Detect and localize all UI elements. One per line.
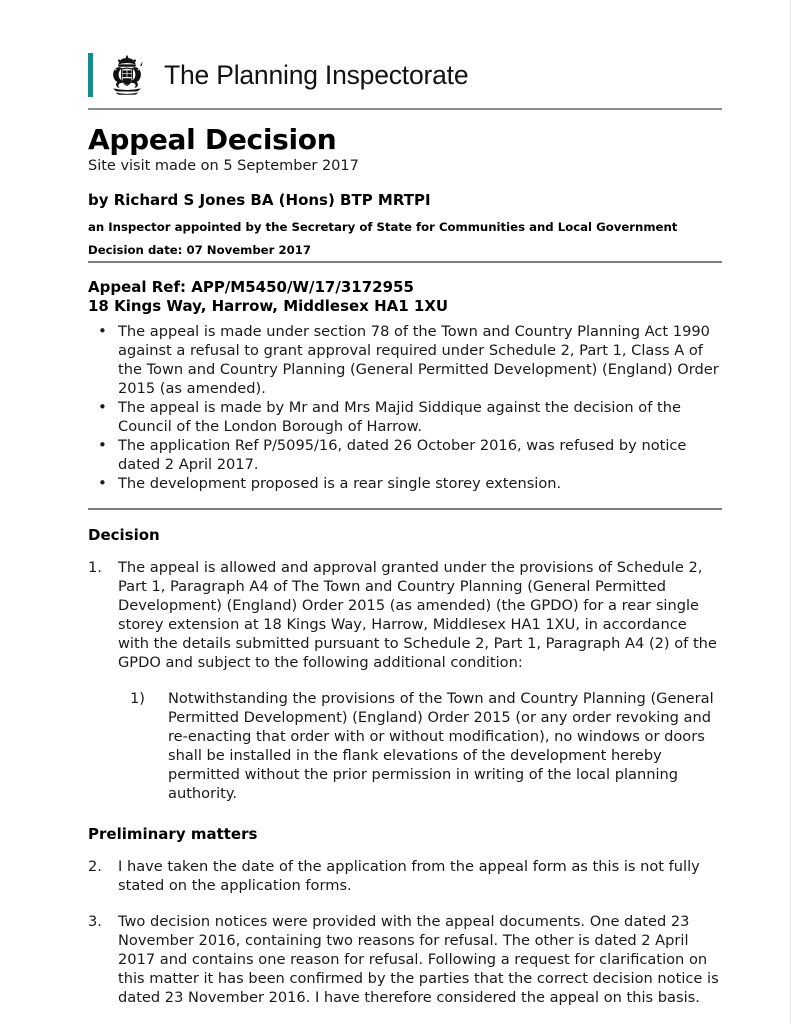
inspector-role: an Inspector appointed by the Secretary of State for Communities and Local Government bbox=[88, 220, 678, 234]
item-number: 2. bbox=[88, 857, 102, 875]
inspector-name: by Richard S Jones BA (Hons) BTP MRTPI bbox=[88, 191, 431, 209]
decision-date: Decision date: 07 November 2017 bbox=[88, 243, 311, 257]
royal-coat-of-arms-icon bbox=[104, 52, 150, 98]
decision-heading: Decision bbox=[88, 525, 160, 544]
condition-text: Notwithstanding the provisions of the Town and Country Planning (General Permitted Development) (England) Order 2015 (or any order revoking and re-enacting that order with or without modification), no windows or doors shall be installed in the flank elevations of the development hereby permitted without the prior permission in writing of the local planning authority. bbox=[168, 689, 714, 802]
list-item: • The development proposed is a rear single storey extension. bbox=[88, 475, 722, 494]
item-number: 1. bbox=[88, 558, 102, 576]
masthead bbox=[88, 0, 722, 108]
list-item bbox=[88, 558, 722, 672]
divider-top bbox=[88, 108, 722, 110]
list-item bbox=[130, 689, 722, 803]
appeal-bullet-list bbox=[88, 323, 722, 494]
preliminary-matters-list bbox=[88, 857, 722, 1007]
decision-list bbox=[88, 558, 722, 672]
list-item bbox=[88, 857, 722, 895]
appeal-ref-block bbox=[88, 278, 722, 318]
appeal-address: 18 Kings Way, Harrow, Middlesex HA1 1XU bbox=[88, 297, 449, 316]
item-number: 3. bbox=[88, 913, 102, 931]
item-text: The appeal is allowed and approval granted under the provisions of Schedule 2, Part 1, Paragraph A4 of The Town and Country Planning (General Permitted Development) (England) Order 2015 (as amended) (the GPDO) for a rear single storey extension at 18 Kings Way, Harrow, Middlesex HA1 1XU, in accordance with the details submitted pursuant to Schedule 2, Part 1, Paragraph A4 (2) of the GPDO and subject to the following additional condition: bbox=[118, 558, 717, 671]
accent-bar bbox=[88, 53, 93, 97]
document-content bbox=[88, 0, 722, 1024]
list-item: • The application Ref P/5095/16, dated 26 October 2016, was refused by notice dated 2 April 2017. bbox=[88, 437, 722, 475]
appeal-ref: Appeal Ref: APP/M5450/W/17/3172955 bbox=[88, 277, 414, 296]
item-text: Two decision notices were provided with the appeal documents. One dated 23 November 2016, containing two reasons for refusal. The other is dated 2 April 2017 and contains one reason for refusal. Following a request for clarification on this matter it has been confirmed by the parties that the correct decision notice is dated 23 November 2016. I have therefore considered the appeal on this basis. bbox=[118, 913, 719, 1007]
list-item bbox=[88, 912, 722, 1007]
page-title: Appeal Decision bbox=[88, 123, 337, 156]
divider-after-date bbox=[88, 261, 722, 263]
item-text: I have taken the date of the application from the appeal form as this is not fully stated on the application forms. bbox=[118, 857, 700, 894]
list-item: • The appeal is made by Mr and Mrs Majid Siddique against the decision of the Council of the London Borough of Harrow. bbox=[88, 399, 722, 437]
condition-number: 1) bbox=[130, 689, 145, 707]
site-visit-date: Site visit made on 5 September 2017 bbox=[88, 158, 359, 174]
divider-before-decision bbox=[88, 508, 722, 510]
list-item: • The appeal is made under section 78 of the Town and Country Planning Act 1990 against a refusal to grant approval required under Schedule 2, Part 1, Class A of the Town and Country Planning (General Permitted Development) (England) Order 2015 (as amended). bbox=[88, 323, 722, 399]
brand-title: The Planning Inspectorate bbox=[164, 59, 469, 90]
conditions-list bbox=[88, 689, 722, 803]
preliminary-matters-heading: Preliminary matters bbox=[88, 824, 258, 843]
